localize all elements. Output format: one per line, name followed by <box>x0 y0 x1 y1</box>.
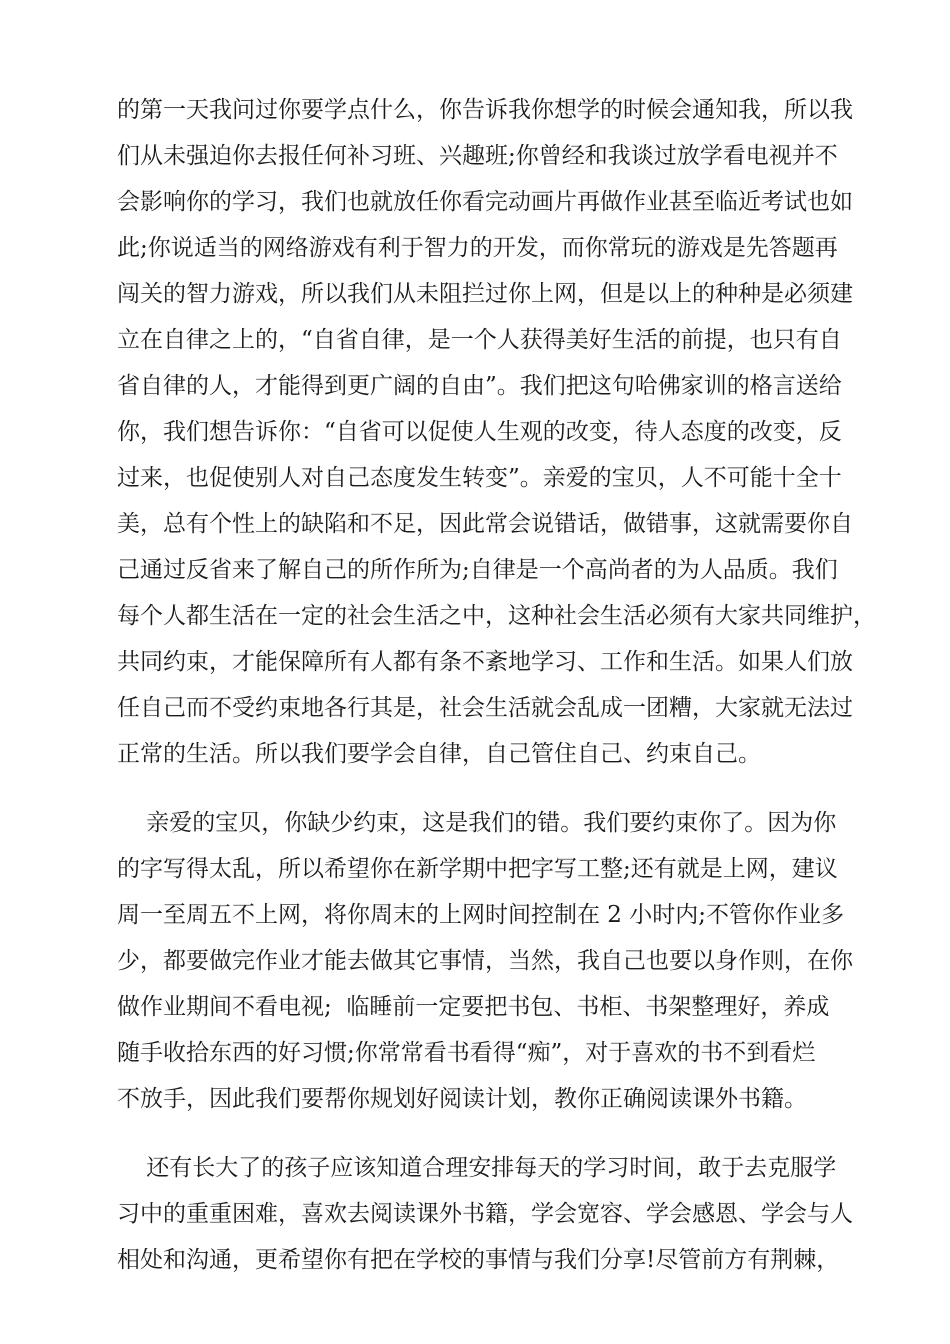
text-line: 们从未强迫你去报任何补习班、兴趣班;你曾经和我谈过放学看电视并不 <box>117 143 838 169</box>
text-line: 的字写得太乱，所以希望你在新学期中把字写工整;还有就是上网，建议 <box>117 856 838 882</box>
text-line: 闯关的智力游戏，所以我们从未阻拦过你上网，但是以上的种种是必须建 <box>117 281 853 307</box>
text-line: 美，总有个性上的缺陷和不足，因此常会说错话，做错事，这就需要你自 <box>117 511 853 537</box>
text-line: 不放手，因此我们要帮你规划好阅读计划，教你正确阅读课外书籍。 <box>117 1086 807 1112</box>
text-line: 少，都要做完作业才能去做其它事情，当然，我自己也要以身作则，在你 <box>117 948 853 974</box>
text-line: 习中的重重困难，喜欢去阅读课外书籍，学会宽容、学会感恩、学会与人 <box>117 1201 853 1227</box>
text-line: 省自律的人，才能得到更广阔的自由”。我们把这句哈佛家训的格言送给 <box>117 373 842 399</box>
text-line: 立在自律之上的，“自省自律，是一个人获得美好生活的前提，也只有自 <box>117 327 842 353</box>
text-line: 此;你说适当的网络游戏有利于智力的开发，而你常玩的游戏是先答题再 <box>117 235 838 261</box>
text-line: 任自己而不受约束地各行其是，社会生活就会乱成一团糟，大家就无法过 <box>117 695 853 721</box>
text-line: 正常的生活。所以我们要学会自律，自己管住自己、约束自己。 <box>117 741 761 767</box>
text-line: 亲爱的宝贝，你缺少约束，这是我们的错。我们要约束你了。因为你 <box>117 810 837 836</box>
text-line: 的第一天我问过你要学点什么，你告诉我你想学的时候会通知我，所以我 <box>117 97 853 123</box>
text-line: 每个人都生活在一定的社会生活之中，这种社会生活必须有大家共同维护， <box>117 603 876 629</box>
text-line: 周一至周五不上网，将你周末的上网时间控制在 2 小时内;不管你作业多 <box>117 902 845 928</box>
text-line: 共同约束，才能保障所有人都有条不紊地学习、工作和生活。如果人们放 <box>117 649 853 675</box>
text-line: 还有长大了的孩子应该知道合理安排每天的学习时间，敢于去克服学 <box>117 1155 837 1181</box>
text-line: 会影响你的学习，我们也就放任你看完动画片再做作业甚至临近考试也如 <box>117 189 853 215</box>
text-line: 随手收拾东西的好习惯;你常常看书看得“痴”，对于喜欢的书不到看烂 <box>117 1040 816 1066</box>
text-line: 己通过反省来了解自己的所作所为;自律是一个高尚者的为人品质。我们 <box>117 557 838 583</box>
text-line: 相处和沟通，更希望你有把在学校的事情与我们分享!尽管前方有荆棘， <box>117 1247 840 1273</box>
text-line: 过来，也促使别人对自己态度发生转变”。亲爱的宝贝，人不可能十全十 <box>117 465 842 491</box>
text-line: 做作业期间不看电视; 临睡前一定要把书包、书柜、书架整理好，养成 <box>117 994 830 1020</box>
text-line: 你，我们想告诉你：“自省可以促使人生观的改变，待人态度的改变，反 <box>117 419 842 445</box>
